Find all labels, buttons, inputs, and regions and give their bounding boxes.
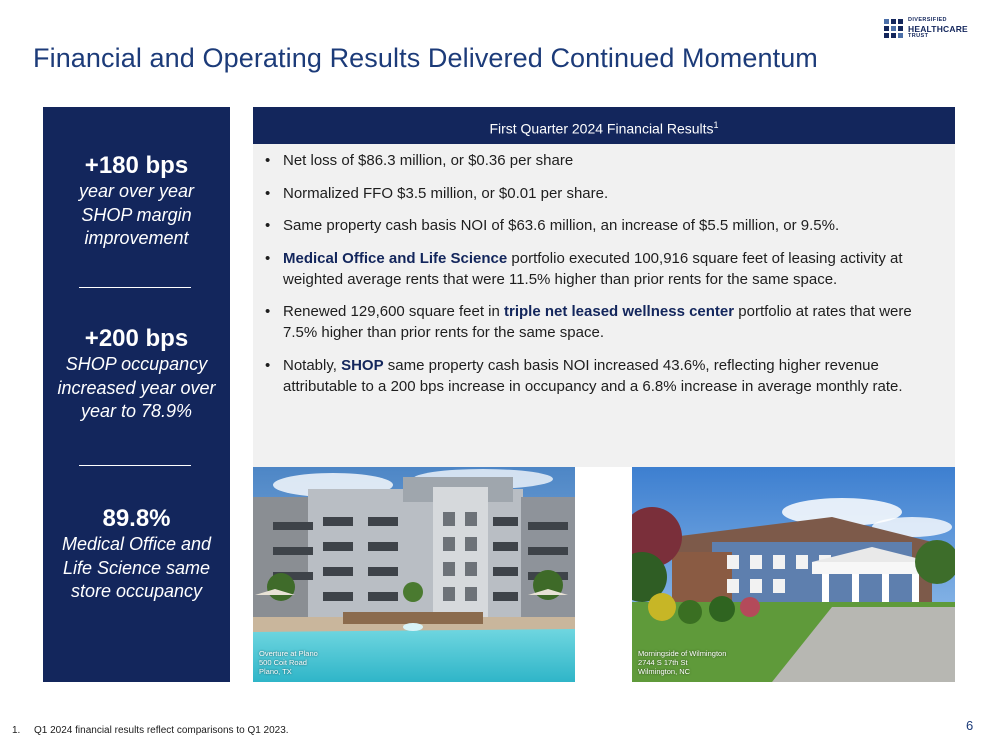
stat-mob-occupancy (43, 505, 230, 604)
financial-results-panel (253, 107, 955, 467)
divider (79, 465, 191, 466)
footnote-text: Q1 2024 financial results reflect comparisons to Q1 2023. (34, 725, 289, 736)
bullet-bold: SHOP (341, 356, 384, 374)
bullet-bold: Medical Office and Life Science (283, 249, 508, 267)
caption-line: 500 Coit Road (259, 658, 307, 667)
key-stats-sidebar (43, 107, 230, 682)
bullet-same-property-noi (265, 215, 941, 236)
divider (79, 287, 191, 288)
caption-line: Wilmington, NC (638, 667, 691, 676)
bullet-text: portfolio executed 100,916 square feet of leasing activity at weighted average rents that were 11.5% higher than prior rents for the same space. (283, 249, 903, 288)
footnote (12, 725, 289, 736)
bullet-text: Same property cash basis NOI of $63.6 million, an increase of $5.5 million, or 9.5%. (283, 217, 840, 234)
page-number: 6 (966, 718, 974, 733)
property-photo-plano (253, 467, 575, 682)
caption-line: Morningside of Wilmington (638, 649, 727, 658)
logo-mark-icon (884, 19, 903, 38)
property-photo-wilmington (632, 467, 955, 682)
stat-shop-occupancy (43, 325, 230, 424)
results-header-text: First Quarter 2024 Financial Results (489, 120, 714, 137)
stat-value: +180 bps (84, 152, 189, 179)
stat-description: year over year SHOP margin improvement (78, 181, 195, 248)
bullet-bold: triple net leased wellness center (504, 303, 735, 320)
bullet-net-loss (265, 150, 941, 171)
bullet-text: same property cash basis NOI increased 43.6%, reflecting higher revenue attributable to a 200 bps increase in occupancy and a 6.8% increase in average monthly rate. (283, 356, 903, 395)
bullet-text: Notably, (283, 356, 342, 374)
photo-caption (259, 649, 318, 676)
bullet-shop-noi (265, 355, 941, 397)
stat-description: Medical Office and Life Science same store occupancy (61, 534, 212, 601)
caption-line: Plano, TX (259, 667, 292, 676)
bullet-text: portfolio at rates that were 7.5% higher than prior rents for the same space. (283, 303, 912, 341)
results-bullet-list (253, 144, 955, 397)
stat-shop-margin (43, 152, 230, 251)
footnote-marker: 1 (713, 120, 719, 130)
bullet-text: Net loss of $86.3 million, or $0.36 per share (283, 152, 574, 169)
logo-line-3: TRUST (908, 33, 929, 39)
page-title: Financial and Operating Results Delivered Continued Momentum (33, 43, 818, 73)
logo-line-2: HEALTHCARE (908, 23, 968, 34)
footnote-number: 1. (12, 725, 21, 736)
bullet-wellness-renewal (265, 301, 941, 343)
company-logo (884, 18, 968, 40)
stat-value: 89.8% (102, 505, 171, 532)
bullet-text: Normalized FFO $3.5 million, or $0.01 per share. (283, 184, 609, 202)
bullet-text: Renewed 129,600 square feet in (283, 303, 504, 320)
caption-line: Overture at Plano (259, 649, 318, 658)
bullet-normalized-ffo (265, 183, 941, 204)
bullet-medical-office-leasing (265, 248, 941, 290)
stat-description: SHOP occupancy increased year over year to 78.9% (57, 354, 216, 421)
logo-text (908, 18, 968, 40)
caption-line: 2744 S 17th St (638, 658, 688, 667)
photo-caption (638, 649, 726, 676)
results-header (253, 107, 955, 144)
stat-value: +200 bps (84, 325, 189, 352)
logo-line-1: DIVERSIFIED (908, 17, 947, 23)
